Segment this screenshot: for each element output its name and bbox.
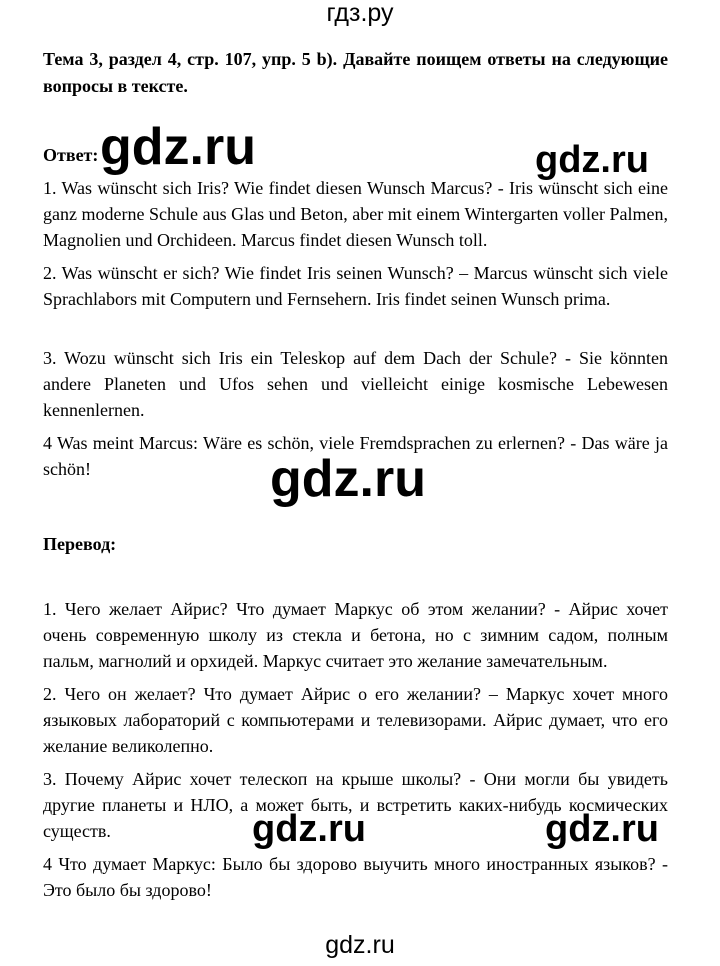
answer-item-1: 1. Was wünscht sich Iris? Wie findet diesen Wunsch Marcus? - Iris wünscht sich eine ganz moderne Schule aus Glas und Beton, aber mit einem Wintergarten voller Palmen, Magnolien und Orchideen. Marcus findet diesen Wunsch toll. <box>43 178 668 250</box>
translation-item-2: 2. Чего он желает? Что думает Айрис о его желании? – Маркус хочет много языковых лабораторий с компьютерами и телевизорами. Айрис думает, что его желание великолепно. <box>43 684 668 756</box>
site-header: гдз.ру <box>326 0 394 27</box>
watermark: gdz.ru <box>270 450 426 508</box>
answer-item-4: 4 Was meint Marcus: Wäre es schön, viele Fremdsprachen zu erlernen? - Das wäre ja schön! <box>43 433 668 479</box>
answer-item-2: 2. Was wünscht er sich? Wie findet Iris seinen Wunsch? – Marcus wünscht sich viele Sprachlabors mit Computern und Fernsehern. Iris findet seinen Wunsch prima. <box>43 263 668 309</box>
site-footer: gdz.ru <box>325 931 395 959</box>
answer-item-3: 3. Wozu wünscht sich Iris ein Teleskop auf dem Dach der Schule? - Sie könnten andere Planeten und Ufos sehen und vielleicht einige kosmische Lebewesen kennenlernen. <box>43 348 668 420</box>
watermark: gdz.ru <box>535 139 649 181</box>
watermark: gdz.ru <box>100 118 256 176</box>
translation-item-1: 1. Чего желает Айрис? Что думает Маркус об этом желании? - Айрис хочет очень современную школу из стекла и бетона, но с зимним садом, полным пальм, магнолий и орхидей. Маркус считает это желание замечательным. <box>43 599 668 671</box>
translation-label: Перевод: <box>43 534 117 554</box>
answer-label: Ответ: <box>43 145 99 165</box>
translation-item-3: 3. Почему Айрис хочет телескоп на крыше школы? - Они могли бы увидеть другие планеты и НЛО, а может быть, и встретить каких-нибудь космических существ. <box>43 769 668 841</box>
translation-item-4: 4 Что думает Маркус: Было бы здорово выучить много иностранных языков? - Это было бы здорово! <box>43 854 668 900</box>
watermark: gdz.ru <box>545 808 659 850</box>
task-title: Тема 3, раздел 4, стр. 107, упр. 5 b). Давайте поищем ответы на следующие вопросы в тексте. <box>43 49 668 96</box>
watermark: gdz.ru <box>252 808 366 850</box>
